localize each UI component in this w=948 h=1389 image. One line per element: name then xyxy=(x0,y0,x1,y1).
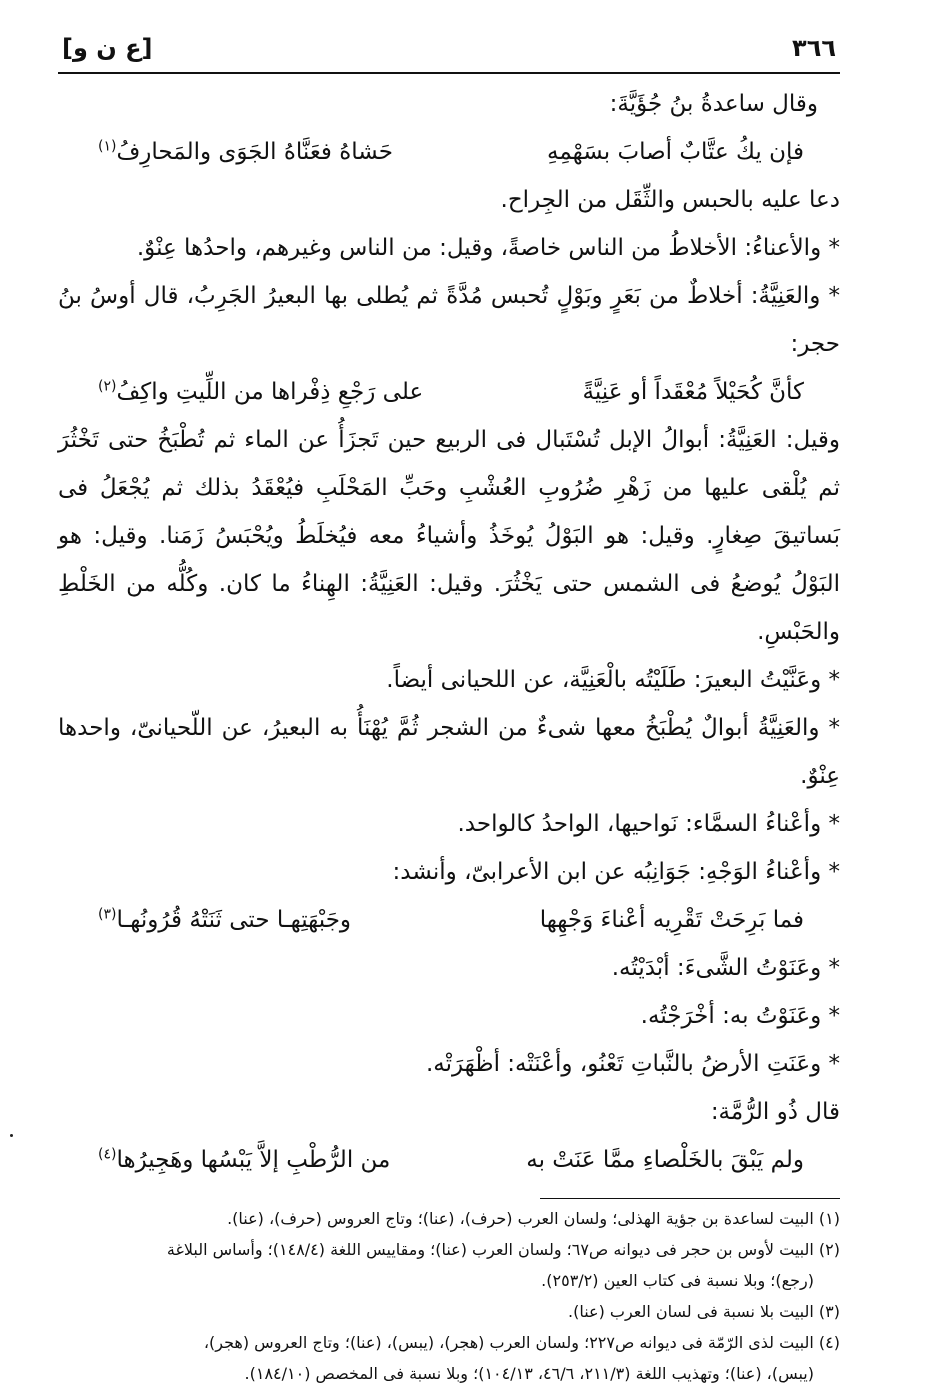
document-page xyxy=(58,32,840,1389)
verse-1-first-hemistich: فإن يكُ عتَّابٌ أصابَ بسَهْمِهِ xyxy=(547,139,804,165)
footnote-1: (١) البيت لساعدة بن جؤية الهذلى؛ ولسان العرب (حرف)، (عنا)؛ وتاج العروس (حرف)، (عنا). xyxy=(227,1209,840,1228)
paragraph-3: * والأعناءُ: الأخلاطُ من الناس خاصةً، وقيل: من الناس وغيرهم، واحدُها عِنْوٌ. xyxy=(136,235,840,261)
verse-1 xyxy=(58,128,840,176)
section-letters: [ع ن و] xyxy=(62,34,153,62)
footnote-2-line-2: (رجع)؛ وبلا نسبة فى كتاب العين (٢٥٣/٢). xyxy=(541,1271,814,1290)
footnote-marker-4[interactable]: (٤) xyxy=(98,1146,117,1163)
verse-4 xyxy=(58,1136,840,1184)
footnote-marker-1[interactable]: (١) xyxy=(98,138,117,155)
verse-2 xyxy=(58,368,840,416)
verse-3-second-hemistich xyxy=(98,896,351,944)
paragraph-7: * والعَنِيَّةُ أبوالٌ يُطْبَخُ معها شىءٌ من الشجر ثُمَّ يُهْنَأُ به البعيرُ، عن اللّحيانىّ، واحدها عِنْوٌ. xyxy=(58,715,840,789)
paragraph-9: * وأعْناءُ الوَجْهِ: جَوَانِبُه عن ابن الأعرابىّ، وأنشد: xyxy=(392,859,840,885)
paragraph-11: * وعَنَوْتُ به: أخْرَجْتُه. xyxy=(640,1003,840,1029)
paragraph-13: قال ذُو الرُّمَّة: xyxy=(710,1099,840,1125)
paragraph-1: وقال ساعدةُ بنُ جُؤَيَّةَ: xyxy=(609,91,818,117)
verse-2-first-hemistich: كأنَّ كُحَيْلاً مُعْقَداً أو عَنِيَّةً xyxy=(582,379,804,405)
page-header xyxy=(58,32,840,74)
verse-1-second-text: حَشاهُ فعَنَّاهُ الجَوَى والمَحارِفُ xyxy=(116,139,394,165)
verse-2-second-hemistich xyxy=(98,368,423,416)
footnote-4-line-2: (يبس)، (عنا)؛ وتهذيب اللغة (٢١١/٣، ٤٦/٦، ١٠٤/١٣)؛ وبلا نسبة فى المخصص (١٨٤/١٠). xyxy=(244,1364,814,1383)
footnote-2-line-1: (٢) البيت لأوس بن حجر فى ديوانه ص٦٧؛ ولسان العرب (عنا)؛ ومقاييس اللغة (١٤٨/٤)؛ وأساس البلاغة xyxy=(166,1240,840,1259)
footnotes xyxy=(58,1203,840,1389)
verse-4-first-hemistich: ولم يَبْقَ بالخَلْصاءِ ممَّا عَنَتْ به xyxy=(526,1147,804,1173)
paragraph-10: * وعَنَوْتُ الشَّىءَ: أبْدَيْتُه. xyxy=(611,955,840,981)
paragraph-4: * والعَنِيَّةُ: أخلاطٌ من بَعَرٍ وبَوْلٍ تُحبس مُدَّةً ثم يُطلى بها البعيرُ الجَرِبُ، قال أوسُ بنُ حجر: xyxy=(58,283,840,357)
paragraph-5: وقيل: العَنِيَّةُ: أبوالُ الإبل تُسْتَبال فى الربيع حين تَجزَأُ عن الماء ثم تُطْبَخُ حتى تَخْثُرَ ثم يُلْقى عليها من زَهْرِ ضُرُوبِ العُشْبِ وحَبِّ المَحْلَبِ فيُعْقَدُ بذلك ثم يُجْعَلُ فى بَساتيقَ صِغارٍ. وقيل: هو البَوْلُ يُوخَذُ وأشياءُ معه فيُخلَطُ ويُحْبَسُ زَمَنا. وقيل: هو البَوْلُ يُوضعُ فى الشمس حتى يَخْثُرَ. وقيل: العَنِيَّةُ: الهِناءُ ما كان. وكُلُّه من الخَلْطِ والحَبْسِ. xyxy=(58,427,840,645)
paragraph-12: * وعَنَتِ الأرضُ بالنَّباتِ تَعْنُو، وأعْنَتْه: أظْهَرَتْه. xyxy=(425,1051,840,1077)
paragraph-6: * وعَنَّيْتُ البعيرَ: طَلَيْتُه بالْعَنِيَّة، عن اللحيانى أيضاً. xyxy=(386,667,840,693)
footnote-marker-3[interactable]: (٣) xyxy=(98,906,117,923)
verse-3-first-hemistich: فما بَرِحَتْ تَقْرِيه أعْناءَ وَجْهِها xyxy=(539,907,804,933)
page-number: ٣٦٦ xyxy=(792,34,836,62)
footnote-4-line-1: (٤) البيت لذى الرّمّة فى ديوانه ص٢٢٧؛ ولسان العرب (هجر)، (يبس)، (عنا)؛ وتاج العروس (هجر)، xyxy=(203,1333,840,1352)
verse-4-second-text: من الرُّطْبِ إلاَّ يَبْسُها وهَجِيرُها xyxy=(116,1147,391,1173)
verse-3-second-text: وجَبْهَتِهـا حتى ثَنَتْهُ قُرُونُهـا xyxy=(116,907,352,933)
paragraph-2: دعا عليه بالحبس والثِّقَل من الجِراح. xyxy=(500,187,840,213)
main-text xyxy=(58,80,840,1184)
verse-4-second-hemistich xyxy=(98,1136,390,1184)
paragraph-8: * وأعْناءُ السمَّاء: نَواحيها، الواحدُ كالواحد. xyxy=(457,811,840,837)
footnote-3: (٣) البيت بلا نسبة فى لسان العرب (عنا). xyxy=(567,1302,840,1321)
footnote-marker-2[interactable]: (٢) xyxy=(98,378,117,395)
verse-3 xyxy=(58,896,840,944)
footnote-4 xyxy=(58,1327,840,1389)
verse-2-second-text: على رَجْعِ ذِفْراها من اللِّيتِ واكِفُ xyxy=(116,379,424,405)
scan-speck xyxy=(10,1134,13,1137)
footnote-2 xyxy=(58,1234,840,1296)
footnote-divider xyxy=(540,1198,840,1199)
verse-1-second-hemistich xyxy=(98,128,393,176)
